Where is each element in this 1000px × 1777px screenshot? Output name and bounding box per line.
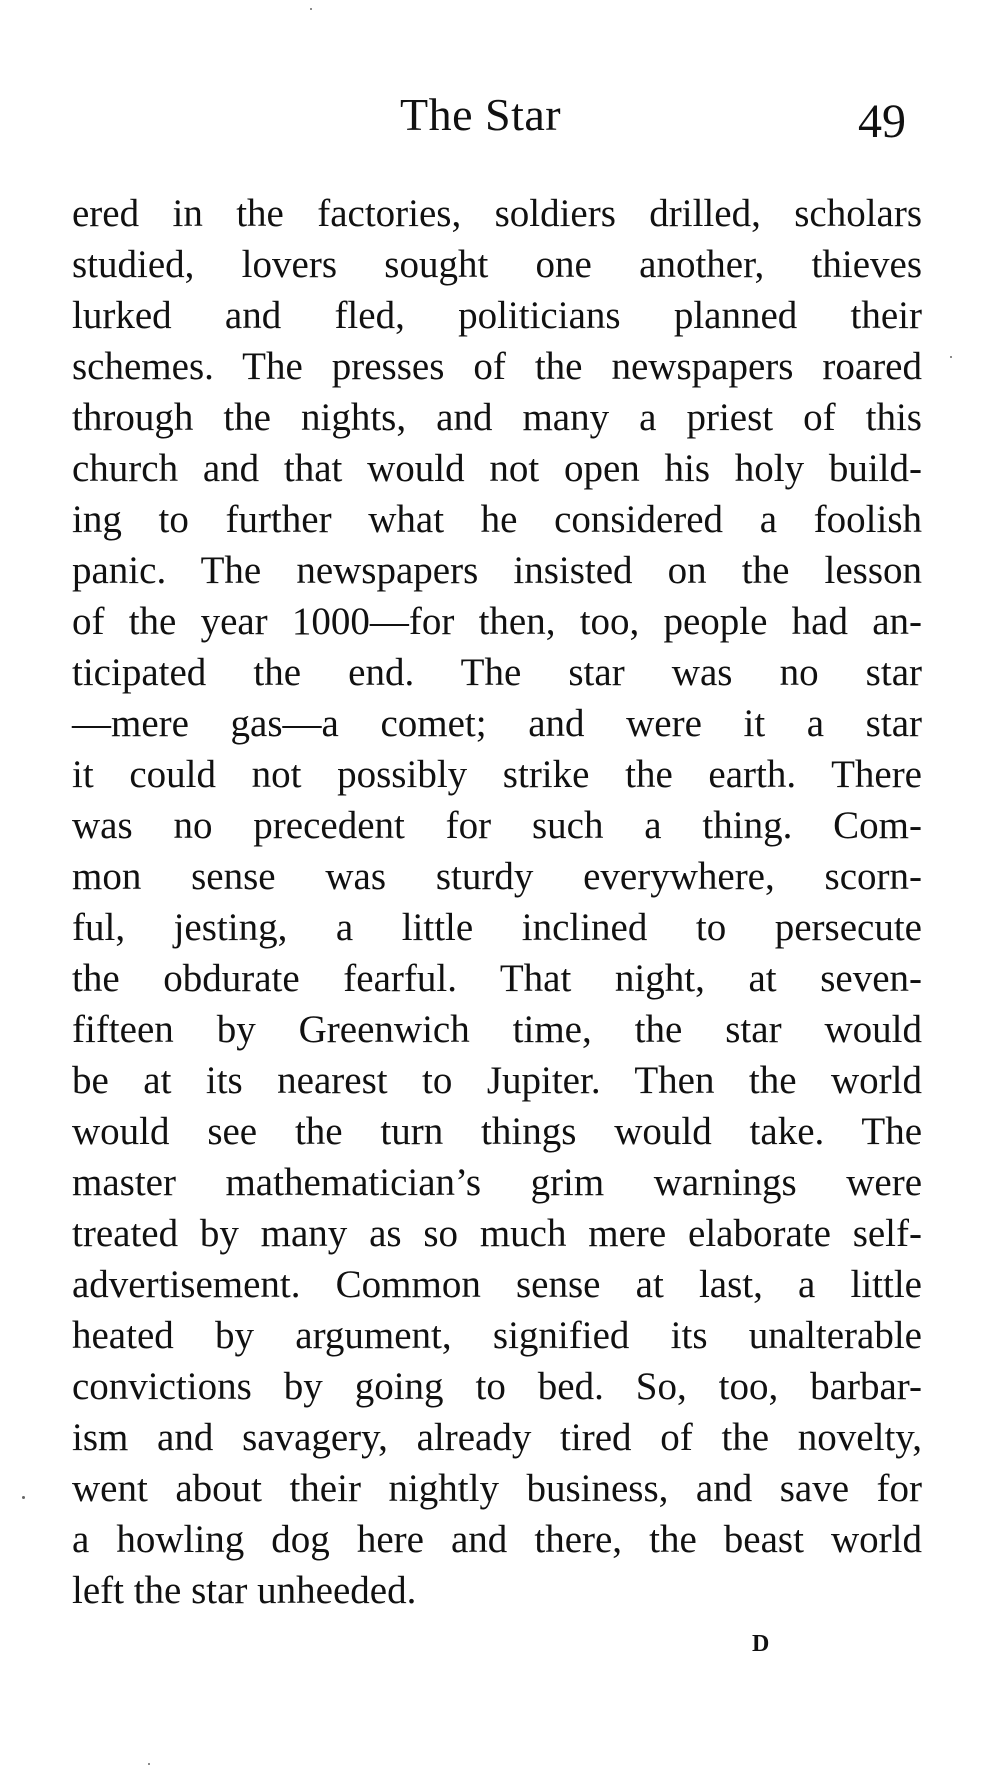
text-line: was no precedent for such a thing. Com- xyxy=(72,804,922,847)
body-text xyxy=(72,188,922,1616)
text-line: panic. The newspapers insisted on the lesson xyxy=(72,549,922,592)
text-line: ing to further what he considered a foolish xyxy=(72,498,922,541)
text-line: be at its nearest to Jupiter. Then the world xyxy=(72,1059,922,1102)
text-line: ism and savagery, already tired of the novelty, xyxy=(72,1416,922,1459)
text-line: schemes. The presses of the newspapers roared xyxy=(72,345,922,388)
text-line: mon sense was sturdy everywhere, scorn- xyxy=(72,855,922,898)
text-line: it could not possibly strike the earth. There xyxy=(72,753,922,796)
running-title: The Star xyxy=(400,89,562,140)
text-line: heated by argument, signified its unalterable xyxy=(72,1314,922,1357)
signature-mark: D xyxy=(752,1631,770,1657)
text-line: treated by many as so much mere elaborate self- xyxy=(72,1212,922,1255)
text-line: ered in the factories, soldiers drilled, scholars xyxy=(72,192,922,235)
text-line: church and that would not open his holy build- xyxy=(72,447,922,490)
text-line: —mere gas—a comet; and were it a star xyxy=(72,702,922,745)
text-line: master mathematician’s grim warnings were xyxy=(72,1161,922,1204)
page-number: 49 xyxy=(858,95,906,148)
text-line: studied, lovers sought one another, thieves xyxy=(72,243,922,286)
paper-speck xyxy=(148,1763,150,1765)
text-line: the obdurate fearful. That night, at seven- xyxy=(72,957,922,1000)
text-line-last: left the star unheeded. xyxy=(72,1569,417,1612)
paper-speck xyxy=(950,356,952,358)
text-line: went about their nightly business, and save for xyxy=(72,1467,922,1510)
text-line: a howling dog here and there, the beast world xyxy=(72,1518,922,1561)
text-line: convictions by going to bed. So, too, barbar- xyxy=(72,1365,922,1408)
text-line: fifteen by Greenwich time, the star would xyxy=(72,1008,922,1051)
text-line: of the year 1000—for then, too, people had an- xyxy=(72,600,922,643)
text-line: would see the turn things would take. The xyxy=(72,1110,922,1153)
text-line: advertisement. Common sense at last, a little xyxy=(72,1263,922,1306)
paper-speck xyxy=(22,1496,25,1499)
paper-speck xyxy=(310,8,312,10)
text-line: through the nights, and many a priest of this xyxy=(72,396,922,439)
text-line: ticipated the end. The star was no star xyxy=(72,651,922,694)
text-line: ful, jesting, a little inclined to persecute xyxy=(72,906,922,949)
text-line: lurked and fled, politicians planned their xyxy=(72,294,922,337)
